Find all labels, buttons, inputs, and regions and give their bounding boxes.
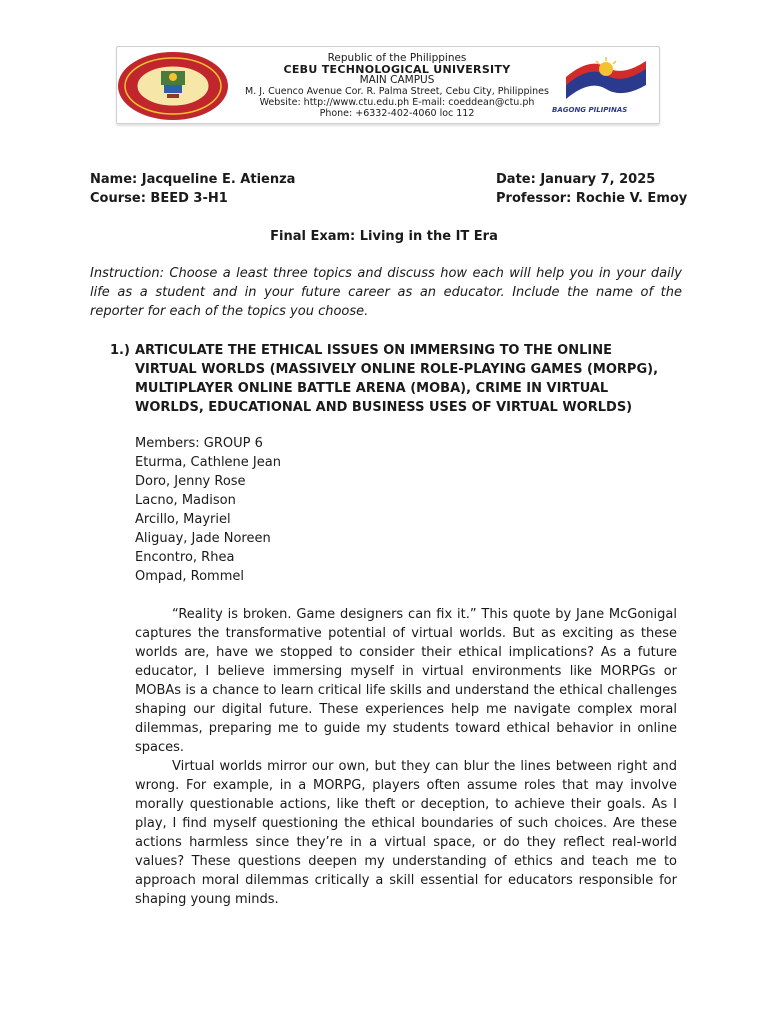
bagong-pilipinas-label: BAGONG PILIPINAS — [552, 106, 628, 114]
professor-name: Professor: Rochie V. Emoy — [496, 191, 688, 206]
phone-line: Phone: +6332-402-4060 loc 112 — [319, 108, 475, 119]
exam-date: Date: January 7, 2025 — [496, 172, 656, 187]
member-item: Aliguay, Jade Noreen — [135, 531, 271, 546]
campus-name: MAIN CAMPUS — [359, 74, 435, 86]
question-text: ARTICULATE THE ETHICAL ISSUES ON IMMERSING TO THE ONLINE VIRTUAL WORLDS (MASSIVELY ONLINE ROLE-PLAYING GAMES (MORPG), MULTIPLAYER ONLINE BATTLE ARENA (MOBA), CRIME IN VIRTUAL WORLDS, EDUCATIONAL AND BUSINESS USES OF VIRTUAL WORLDS) — [135, 343, 659, 415]
question-number: 1.) — [110, 343, 130, 358]
exam-title: Final Exam: Living in the IT Era — [270, 229, 498, 244]
letterhead-text — [232, 53, 562, 119]
members-heading: Members: GROUP 6 — [135, 436, 263, 451]
republic-line: Republic of the Philippines — [327, 52, 467, 64]
bagong-pilipinas-logo — [560, 55, 652, 105]
members-list — [135, 434, 281, 586]
body-paragraph: “Reality is broken. Game designers can fix it.” This quote by Jane McGonigal captures the transformative potential of virtual worlds. But as exciting as these worlds are, have we stopped to consider their ethical implications? As a future educator, I believe immersing myself in virtual environments like MORPGs or MOBAs is a chance to learn critical life skills and understand the ethical challenges shaping our digital future. These experiences help me navigate complex moral dilemmas, preparing me to guide my students toward ethical behavior in online spaces. — [135, 607, 677, 755]
member-item: Doro, Jenny Rose — [135, 474, 246, 489]
member-item: Ompad, Rommel — [135, 569, 244, 584]
university-name: CEBU TECHNOLOGICAL UNIVERSITY — [283, 63, 511, 76]
instruction-text: Instruction: Choose a least three topics and discuss how each will help you in your daily life as a student and in your future career as an educator. Include the name of the reporter for each of the topics you choose. — [90, 266, 682, 319]
university-seal-logo — [117, 51, 229, 121]
body-paragraph: Virtual worlds mirror our own, but they can blur the lines between right and wrong. For example, in a MORPG, players often assume roles that may involve morally questionable actions, like theft or deception, to achieve their goals. As I play, I find myself questioning the ethical boundaries of such choices. Are these actions harmless since they’re in a virtual space, or do they reflect real-world values? These questions deepen my understanding of ethics and teach me to approach moral dilemmas critically a skill essential for educators responsible for shaping young minds. — [135, 759, 677, 907]
member-item: Encontro, Rhea — [135, 550, 235, 565]
student-name: Name: Jacqueline E. Atienza — [90, 172, 296, 187]
member-item: Lacno, Madison — [135, 493, 236, 508]
member-item: Arcillo, Mayriel — [135, 512, 231, 527]
address-line: M. J. Cuenco Avenue Cor. R. Palma Street, Cebu City, Philippines — [245, 86, 549, 97]
member-item: Eturma, Cathlene Jean — [135, 455, 281, 470]
student-course: Course: BEED 3-H1 — [90, 191, 228, 206]
website-line: Website: http://www.ctu.edu.ph E-mail: coeddean@ctu.ph — [259, 97, 535, 108]
